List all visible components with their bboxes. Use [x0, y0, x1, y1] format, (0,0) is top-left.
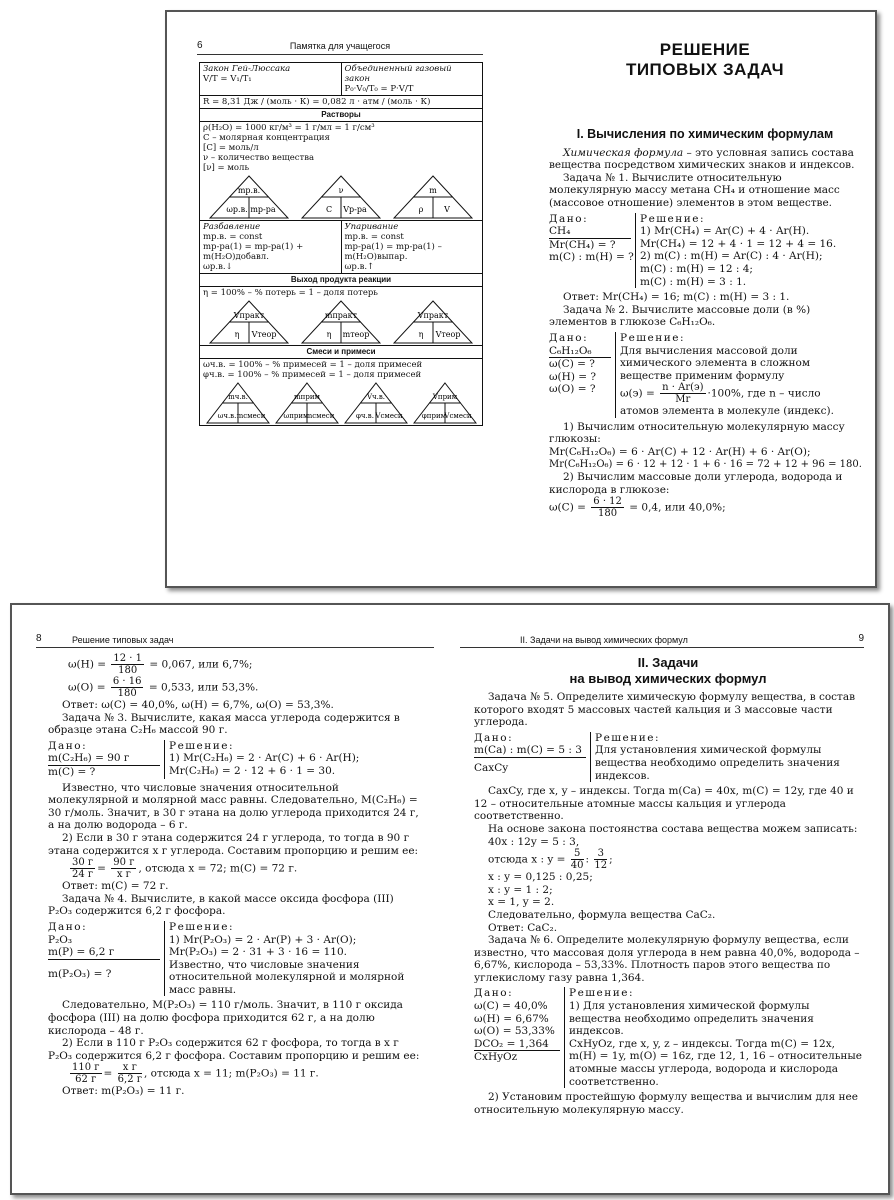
triangle-top: m [429, 186, 437, 195]
solution-line: Mr(CH₄) = 12 + 4 · 1 = 12 + 4 = 16. [640, 237, 837, 250]
fraction-denominator: 180 [598, 508, 618, 520]
fraction-denominator: 180 [118, 665, 138, 676]
mass-fraction-formula [620, 382, 861, 418]
fraction-denominator: 62 г [75, 1074, 97, 1086]
book-spread-top [165, 10, 877, 588]
fraction-numerator: x г [118, 1062, 142, 1074]
task-5-text: CaxCy, где x, y – индексы. Тогда m(Ca) = 40x, m(C) = 12y, где 40 и 12 – относительные атомные массы кальция и углерода соответственно. [474, 785, 854, 823]
task-5-text: На основе закона постоянства состава вещества можем записать: [488, 822, 858, 835]
equation: x : y = 1 : 2; [488, 883, 553, 896]
gay-lussac-formula: V/T = V₁/T₁ [203, 74, 252, 84]
omega-o-formula [68, 676, 420, 699]
equation: отсюда x : y = $\frac{5}{40}$ : $\frac{3}{12}$ ; [488, 848, 613, 872]
given-label: Дано: [474, 731, 514, 744]
solution-line: 1) Для установления химической формулы вещества необходимо определить значения индексов. [569, 1000, 814, 1038]
equation: 40x : 12y = 5 : 3, [488, 835, 580, 848]
task-3-text: Известно, что числовые значения относительной молекулярной и молярной масс равны. Следовательно, M(C₂H₆) = 30 г/моль. Значит, в 30 г этана на долю углерода приходится 24 г, а на долю водорода – 6 г. [48, 781, 419, 832]
given-item: m(Ca) : m(C) = 5 : 3 [474, 744, 586, 758]
triangle-left: φприм [421, 412, 446, 420]
fraction [571, 848, 584, 871]
given-item: m(P) = 6,2 г [48, 946, 160, 960]
task-4: Задача № 4. Вычислите, в какой массе оксида фосфора (III) P₂O₃ содержится 6,2 г фосфора. [48, 892, 394, 918]
solutions-line: [ν] = моль [203, 163, 250, 173]
solution-line: Известно, что числовые значения относительной молекулярной и молярной масс равны. [169, 958, 405, 996]
given-item: ω(O) = ? [549, 383, 596, 396]
section-title-line-1: II. Задачи [637, 655, 699, 670]
formula-rest: ·100%, где n – число атомов элемента в молекуле (индекс). [620, 387, 834, 418]
formula-triangle [301, 175, 381, 219]
gas-constant: R = 8,31 Дж / (моль · К) = 0,082 л · атм / (моль · К) [200, 96, 482, 109]
equation-lhs: отсюда x : y = [488, 853, 566, 866]
given-label: Дано: [48, 920, 88, 933]
intro-term: Химическая формула [563, 146, 684, 159]
given-item: m(C) : m(H) = ? [549, 251, 634, 264]
task-4-text: 2) Если в 110 г P₂O₃ содержится 62 г фосфора, то тогда в x г P₂O₃ содержится 6,2 г фосфора. Составим пропорцию и решим ее: [48, 1037, 420, 1062]
given-item: CxHyOz [474, 1051, 518, 1064]
formula-lhs: ω(H) = [68, 658, 107, 671]
task-2-calc: Mr(C₆H₁₂O₆) = 6 · 12 + 12 · 1 + 6 · 16 = 72 + 12 + 96 = 180. [549, 458, 862, 470]
gay-lussac-title: Закон Гей-Люссака [203, 64, 291, 74]
solution-label: Решение: [620, 331, 686, 344]
fraction [111, 857, 136, 880]
running-head: Решение типовых задач [72, 635, 174, 645]
task-4-answer: Ответ: m(P₂O₃) = 11 г. [62, 1085, 185, 1098]
proportion-result: , отсюда x = 11; m(P₂O₃) = 11 г. [143, 1067, 319, 1080]
fraction [660, 382, 705, 405]
running-head: II. Задачи на вывод химических формул [520, 635, 688, 645]
triangle-right: mсмеси [236, 412, 265, 420]
fraction [118, 1062, 142, 1085]
task-6-text: 2) Установим простейшую формулу вещества и вычислим для нее относительную молекулярную массу. [474, 1091, 858, 1116]
formula-triangle [413, 382, 477, 424]
triangle-left: ωч.в. [217, 412, 236, 420]
task-4-proportion: $\frac{110 г}{62 г}$ = $\frac{\text{x г}}{6,2 г}$ , отсюда x = 11; m(P₂O₃) = 11 г. [72, 1062, 319, 1086]
triangle-right: Vтеор [251, 330, 277, 339]
given-label: Дано: [48, 739, 88, 752]
fraction-denominator: x г [116, 869, 131, 881]
solution-line: 1) Mr(CH₄) = Ar(C) + 4 · Ar(H). [640, 225, 810, 238]
intro-rest: – это условная запись состава вещества посредством химических знаков и индексов. [549, 146, 855, 172]
task-3-proportion: $\frac{30 г}{24 г}$ = $\frac{90 г}{\text{x г}}$ , отсюда x = 72; m(C) = 72 г. [72, 857, 298, 881]
fraction-denominator: 6,2 г [117, 1074, 142, 1086]
given-item: m(C₂H₆) = 90 г [48, 752, 160, 766]
reference-table [199, 62, 483, 426]
given-item: ω(C) = 40,0% [474, 1000, 548, 1013]
triangle-right: Vсмеси [374, 412, 403, 420]
formula-lhs: ω(э) = [620, 387, 655, 400]
fraction-denominator: 40 [570, 860, 584, 872]
solution-line: m(C) : m(H) = 3 : 1. [640, 275, 747, 288]
formula-lhs: ω(O) = [68, 681, 106, 694]
chapter-title-line-2: ТИПОВЫХ ЗАДАЧ [625, 60, 785, 79]
impurities-line: φч.в. = 100% – % примесей = 1 – доля примесей [203, 370, 422, 380]
given-item: Mr(CH₄) = ? [549, 238, 616, 251]
solution-line: Для вычисления массовой доли химического элемента в сложном веществе применим формулу [620, 344, 810, 382]
answer-glucose: Ответ: ω(C) = 40,0%, ω(H) = 6,7%, ω(O) = 53,3%. [62, 699, 334, 711]
given-item: CH₄ [549, 225, 631, 239]
page-9 [460, 605, 864, 1193]
conclusion: Следовательно, формула вещества CaC₂. [488, 908, 716, 921]
triangle-top: mч.в. [227, 393, 248, 401]
triangle-top: Vпракт [417, 311, 449, 320]
evaporation-line: mр-ра(1) = mр-ра(1) – m(H₂O)выпар. [344, 242, 442, 262]
given-item: CaxCy [474, 761, 509, 774]
evaporation-line: ωр.в.↑ [344, 262, 375, 272]
triangle-top: Vприм [432, 393, 457, 401]
task-5: Задача № 5. Определите химическую формулу вещества, в состав которого входят 5 массовых частей кальция и 3 массовые части углерода. [474, 691, 856, 729]
task-5-given-solution [474, 732, 862, 782]
task-1-given-solution [549, 213, 861, 289]
formula-lhs: ω(C) = [549, 501, 586, 514]
triangle-right: mтеор [342, 330, 370, 339]
formula-rhs: = 0,4, или 40,0%; [629, 501, 726, 514]
task-2-step-2: 2) Вычислим массовые доли углерода, водорода и кислорода в глюкозе: [549, 471, 843, 496]
fraction-numerator: 30 г [72, 857, 94, 869]
fraction [70, 1062, 102, 1085]
formula-triangle [393, 300, 473, 344]
triangle-left: η [326, 330, 332, 339]
formula-rhs: = 0,067, или 6,7%; [149, 658, 253, 671]
triangle-right: Vр-ра [343, 205, 367, 214]
page-7 [549, 12, 861, 586]
triangle-left: φч.в. [355, 412, 374, 420]
solution-label: Решение: [169, 920, 235, 933]
triangle-top: Vч.в. [366, 393, 385, 401]
task-4-text: Следовательно, M(P₂O₃) = 110 г/моль. Значит, в 110 г оксида фосфора (III) на долю фосфора приходится 62 г, а на долю кислорода – 48 г. [48, 999, 403, 1037]
dilution-title: Разбавление [203, 222, 261, 232]
task-2-calc: Mr(C₆H₁₂O₆) = 6 · Ar(C) + 12 · Ar(H) + 6 · Ar(O); [549, 446, 811, 459]
fraction [111, 653, 144, 676]
combined-gas-formula: P₀·V₀/T₀ = P·V/T [344, 84, 414, 94]
fraction [70, 857, 95, 880]
task-1-answer: Ответ: Mr(CH₄) = 16; m(C) : m(H) = 3 : 1. [563, 291, 790, 304]
solution-label: Решение: [169, 739, 235, 752]
page-header [197, 40, 483, 55]
book-spread-bottom [10, 603, 890, 1195]
page-6 [167, 12, 497, 586]
triangle-left: ρ [418, 205, 424, 214]
triangle-left: ωприм [283, 412, 308, 420]
given-item: DCO₂ = 1,364 [474, 1038, 560, 1052]
solution-label: Решение: [640, 212, 706, 225]
task-2-step-1: 1) Вычислим относительную молекулярную массу глюкозы: [549, 420, 845, 446]
evaporation-line: mр.в. = const [344, 232, 404, 242]
triangle-top: mприм [293, 393, 320, 401]
task-5-answer: Ответ: CaC₂. [488, 921, 558, 934]
triangle-right: V [444, 205, 450, 214]
given-item: ω(O) = 53,33% [474, 1025, 555, 1038]
evaporation-title: Упаривание [344, 222, 399, 232]
formula-triangle [393, 175, 473, 219]
given-item: ω(H) = 6,67% [474, 1012, 549, 1025]
triangle-left: C [325, 205, 333, 214]
task-3-given-solution [48, 740, 420, 779]
fraction-numerator: 90 г [113, 857, 135, 869]
formula-triangle [209, 175, 289, 219]
section-title-line-2: на вывод химических формул [569, 671, 767, 686]
task-4-given-solution [48, 921, 420, 997]
given-item: ω(H) = ? [549, 370, 597, 383]
triangle-right: mр-ра [250, 205, 276, 214]
solution-line: m(C) : m(H) = 12 : 4; [640, 262, 753, 275]
solution-line: Для установления химической формулы вещества необходимо определить значения индексов. [595, 744, 840, 782]
solutions-title: Растворы [200, 109, 482, 122]
formula-triangle [209, 300, 289, 344]
page-8 [36, 605, 434, 1193]
task-3: Задача № 3. Вычислите, какая масса углерода содержится в образце этана C₂H₆ массой 90 г. [48, 711, 400, 737]
triangle-group-yield [203, 298, 479, 344]
formula-triangle [275, 382, 339, 424]
formula-triangle [301, 300, 381, 344]
triangle-group-impurities [203, 380, 479, 424]
page-header [36, 633, 434, 648]
triangle-right: mсмеси [305, 412, 334, 420]
task-3-text: 2) Если в 30 г этана содержится 24 г углерода, то тогда в 90 г этана содержится x г углерода. Составим пропорцию и решим ее: [48, 831, 419, 857]
solutions-line: [C] = моль/л [203, 143, 259, 153]
triangle-left: ωр.в. [226, 205, 248, 214]
task-6: Задача № 6. Определите молекулярную формулу вещества, если известно, что массовая доля углерода в нем равна 40,0%, водорода – 6,67%, кислорода – 53,33%. Плотность паров этого вещества по углекислому газу равна 1,364. [474, 934, 860, 984]
fraction-numerator: 110 г [72, 1062, 100, 1074]
equation: x : y = 0,125 : 0,25; [488, 871, 593, 884]
triangle-left: η [418, 330, 424, 339]
fraction-numerator: 6 · 16 [112, 676, 142, 687]
page-number: 6 [197, 40, 203, 51]
solutions-line: ρ(H₂O) = 1000 кг/м³ = 1 г/мл = 1 г/см³ [203, 123, 375, 133]
yield-line: η = 100% – % потерь = 1 – доля потерь [203, 288, 378, 298]
chapter-title-line-1: РЕШЕНИЕ [659, 40, 751, 59]
intro-paragraph [549, 147, 861, 172]
given-label: Дано: [474, 987, 514, 1000]
page-header [460, 633, 864, 648]
combined-gas-title: Объединенный газовый закон [344, 64, 452, 84]
solutions-line: ν – количество вещества [203, 153, 315, 163]
proportion-result: , отсюда x = 72; m(C) = 72 г. [138, 862, 298, 875]
task-1: Задача № 1. Вычислите относительную молекулярную массу метана CH₄ и отношение масс (массовое отношение) элементов в этом веществе. [549, 171, 840, 209]
fraction-numerator: 12 · 1 [113, 653, 143, 664]
section-title: I. Вычисления по химическим формулам [576, 127, 834, 141]
task-6-given-solution [474, 987, 862, 1088]
chapter-title [549, 40, 861, 80]
triangle-group-solutions [203, 173, 479, 219]
section-title [474, 655, 862, 687]
impurities-line: ωч.в. = 100% – % примесей = 1 – доля примесей [203, 360, 423, 370]
dilution-line: ωр.в.↓ [203, 262, 233, 272]
fraction-denominator: 24 г [72, 869, 94, 881]
triangle-right: Vтеор [435, 330, 461, 339]
page-number: 9 [858, 633, 864, 644]
fraction-numerator: 5 [571, 848, 584, 860]
page-number: 8 [36, 633, 42, 644]
fraction-numerator: 6 · 12 [593, 496, 622, 508]
task-3-answer: Ответ: m(C) = 72 г. [62, 880, 169, 893]
given-label: Дано: [549, 331, 589, 344]
task-5-equations [488, 836, 862, 935]
dilution-line: mр-ра(1) = mр-ра(1) + m(H₂O)добавл. [203, 242, 304, 262]
solution-line: CxHyOz, где x, y, z – индексы. Тогда m(C) = 12x, m(H) = 1y, m(O) = 16z, где 12, 1, 16 – относительные атомные массы углерода, водорода и кислорода соответственно. [569, 1037, 862, 1088]
fraction-denominator: 180 [117, 688, 137, 699]
task-2-given-solution [549, 332, 861, 418]
impurities-title: Смеси и примеси [200, 346, 482, 359]
solution-line: 1) Mr(P₂O₃) = 2 · Ar(P) + 3 · Ar(O); [169, 933, 357, 946]
fraction-numerator: 3 [594, 848, 607, 860]
solution-line: Mr(C₂H₆) = 2 · 12 + 6 · 1 = 30. [169, 764, 336, 777]
triangle-top: mр.в. [237, 186, 261, 195]
fraction-denominator: 12 [594, 860, 608, 872]
omega-h-formula [68, 653, 420, 676]
given-item: m(P₂O₃) = ? [48, 967, 112, 980]
fraction [111, 676, 144, 699]
given-item: m(C) = ? [48, 765, 96, 778]
formula-rhs: = 0,533, или 53,3%. [148, 681, 259, 694]
formula-triangle [206, 382, 270, 424]
triangle-top: mпракт [324, 311, 358, 320]
given-label: Дано: [549, 212, 589, 225]
solution-line: 2) m(C) : m(H) = Ar(C) : 4 · Ar(H); [640, 250, 823, 263]
solution-line: 1) Mr(C₂H₆) = 2 · Ar(C) + 6 · Ar(H); [169, 752, 360, 765]
given-item: C₆H₁₂O₆ [549, 345, 611, 359]
fraction-denominator: Mr [675, 394, 691, 406]
formula-triangle [344, 382, 408, 424]
given-item: ω(C) = ? [549, 358, 595, 371]
triangle-left: η [234, 330, 240, 339]
running-head: Памятка для учащегося [289, 41, 391, 51]
triangle-right: Vсмеси [443, 412, 472, 420]
solution-label: Решение: [569, 987, 635, 1000]
triangle-top: Vпракт [233, 311, 265, 320]
task-2: Задача № 2. Вычислите массовые доли (в %) элементов в глюкозе C₆H₁₂O₆. [549, 303, 811, 329]
equation: x = 1, y = 2. [488, 896, 555, 909]
dilution-line: mр.в. = const [203, 232, 263, 242]
omega-c-formula [549, 496, 861, 519]
solution-line: Mr(P₂O₃) = 2 · 31 + 3 · 16 = 110. [169, 946, 347, 959]
given-item: P₂O₃ [48, 933, 73, 946]
fraction [591, 496, 624, 519]
fraction [594, 848, 607, 871]
solution-label: Решение: [595, 731, 661, 744]
solutions-line: C – молярная концентрация [203, 133, 330, 143]
triangle-top: ν [338, 186, 344, 195]
fraction-numerator: n · Ar(э) [662, 382, 704, 394]
yield-title: Выход продукта реакции [200, 274, 482, 287]
